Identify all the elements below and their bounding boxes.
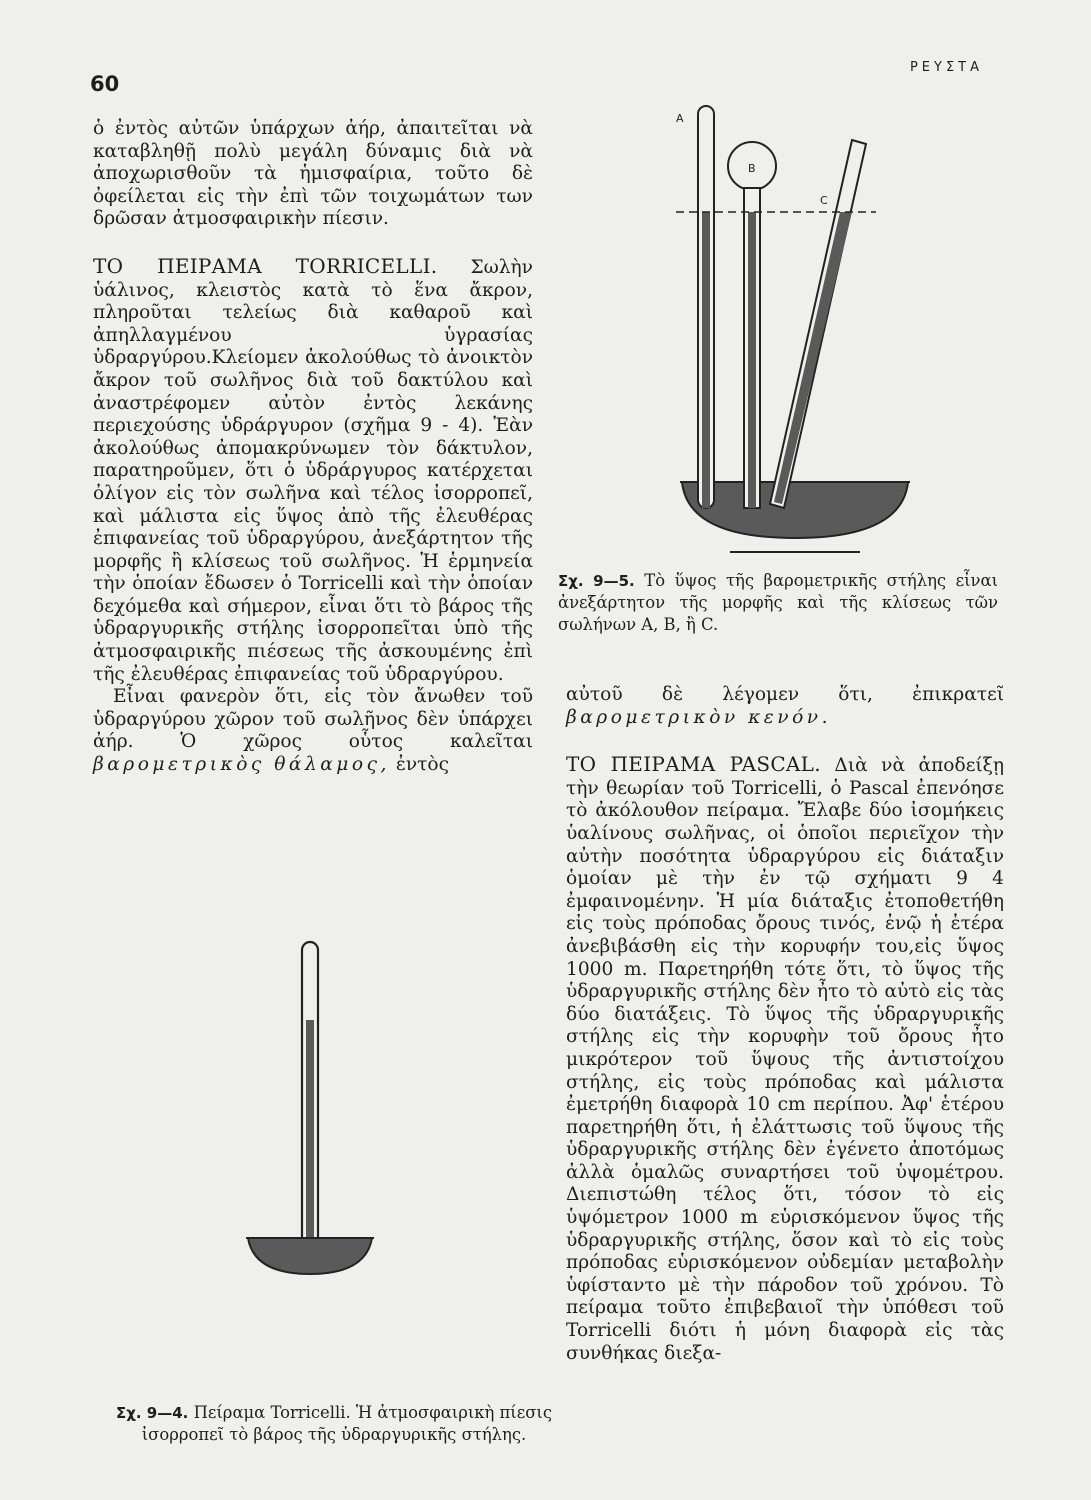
fig-9-4-caption-text: Πείραμα Torricelli. Ἡ ἀτμοσφαιρικὴ πίεσις ἰσορροπεῖ τὸ βάρος τῆς ὑδραργυρικῆς στήλης. [141,1403,553,1444]
intro-paragraph: ὁ ἐντὸς αὐτῶν ὑπάρχων ἀήρ, ἀπαιτεῖται νὰ καταβληθῇ πολὺ μεγάλη δύναμις διὰ νὰ ἀποχωρισθοῦν τὰ ἡμισφαίρια, τοῦτο δὲ ὀφείλεται εἰς τὴν ἐπὶ τῶν τοιχωμάτων των δρῶσαν ἀτμοσφαιρικὴν πίεσιν. [93,118,533,230]
fig-9-4-caption [114,1402,554,1446]
pascal-tubes-figure [670,100,920,560]
pascal-text: Διὰ νὰ ἀποδείξῃ τὴν θεωρίαν τοῦ Torricelli, ὁ Pascal ἐπενόησε τὸ ἀκόλουθον πείραμα. Ἔλαβε δύο ἰσομήκεις ὑαλίνους σωλῆνας, οἱ ὁποῖοι περιεῖχον τὴν αὐτὴν ποσότητα ὑδραργύρου εἰς διάταξιν ὁμοίαν μὲ τὴν ἐν τῷ σχήματι 9 4 ἐμφαινομένην. Ἡ μία διάταξις ἐτοποθετήθη εἰς τοὺς πρόποδας ὄρους τινός, ἐνῷ ἡ ἑτέρα ἀνεβιβάσθη εἰς τὴν κορυφήν του,εἰς ὕψος 1000 m. Παρετηρήθη τότε ὅτι, τὸ ὕψος τῆς ὑδραργυρικῆς στήλης δὲν ἦτο τὸ αὐτὸ εἰς τὰς δύο διατάξεις. Τὸ ὕψος τῆς ὑδραργυρικῆς στήλης εἰς τὴν κορυφὴν τοῦ ὄρους ἦτο μικρότερον τοῦ ὕψους τῆς ἀντιστοίχου στήλης, εἰς τοὺς πρόποδας καὶ μάλιστα ἐμετρήθη διαφορὰ 10 cm περίπου. Ἀφ' ἑτέρου παρετηρήθη ὅτι, ἡ ἐλάττωσις τοῦ ὕψους τῆς ὑδραργυρικῆς στήλης δὲν ἐγένετο ἀποτόμως ἀλλὰ ὁμαλῶς συναρτήσει τοῦ ὑψομέτρου. Διεπιστώθη τέλος ὅτι, τόσον τὸ εἰς ὑψόμετρον 1000 m εὑρισκόμενον ὕψος τῆς ὑδραργυρικῆς στήλης, ὅσον καὶ τὸ εἰς τοὺς πρόποδας εὑρισκόμενον οὐδεμίαν μεταβολὴν ὑφίσταντο μὲ τὴν πάροδον τοῦ χρόνου. Τὸ πείραμα τοῦτο ἐπιβεβαιοῖ τὴν ὑπόθεσι τοῦ Torricelli διότι ἡ μόνη διαφορὰ εἰς τὰς συνθήκας διεξα- [566,755,1004,1364]
fig-9-4-label: Σχ. 9—4. [115,1404,189,1422]
tube-c-mercury [774,212,852,504]
running-title: ΡΕΥΣΤΑ [909,60,983,75]
tube-a-label: A [676,112,684,125]
tube-b-label: B [748,162,756,175]
vacuum-paragraph [93,686,533,776]
fig-9-5-label: Σχ. 9—5. [558,572,635,590]
pascal-heading: ΤΟ ΠΕΙΡΑΜΑ PASCAL. [566,752,821,777]
vacuum-text-after: ἐντὸς [395,754,450,776]
page-number: 60 [90,72,120,96]
tube-c-label: C [820,194,828,207]
torricelli-section [93,255,533,686]
tube-b-mercury [748,212,756,508]
tube-a-mercury [702,212,710,508]
vacuum-text-before: Εἶναι φανερὸν ὅτι, εἰς τὸν ἄνωθεν τοῦ ὑδραργύρου χῶρον τοῦ σωλῆνος δὲν ὑπάρχει ἀήρ. Ὁ χῶρος οὗτος καλεῖται [93,686,533,753]
right-column [566,684,1004,1365]
vacuum-name: βαρομετρικὸν κενόν. [566,706,831,728]
fig-9-5-caption-text: Τὸ ὕψος τῆς βαρομετρικῆς στήλης εἶναι ἀνεξάρτητον τῆς μορφῆς καὶ τῆς κλίσεως τῶν σωλήνων A, B, ἢ C. [558,571,998,634]
torricelli-heading: ΤΟ ΠΕΙΡΑΜΑ TORRICELLI. [93,253,438,278]
pascal-section [566,753,1004,1365]
left-column [93,118,533,777]
pascal-dish [682,482,908,538]
vacuum-term: βαρομετρικὸς θάλαμος, [93,754,390,776]
torricelli-mercury-column [306,1020,314,1256]
torricelli-figure [240,938,380,1278]
vacuum-continuation [566,684,1004,729]
fig-9-5-caption [558,570,998,636]
torricelli-text: Σωλὴν ὑάλινος, κλειστὸς κατὰ τὸ ἕνα ἄκρον, πληροῦται τελείως διὰ καθαροῦ καὶ ἀπηλλαγμένου ὑγρασίας ὑδραργύρου.Κλείομεν ἀκολούθως τὸ ἀνοικτὸν ἄκρον τοῦ σωλῆνος διὰ τοῦ δακτύλου καὶ ἀναστρέφομεν αὐτὸν ἐντὸς λεκάνης περιεχούσης ὑδράργυρον (σχῆμα 9 - 4). Ἐὰν ἀκολούθως ἀπομακρύνωμεν τὸν δάκτυλον, παρατηροῦμεν, ὅτι ὁ ὑδράργυρος κατέρχεται ὀλίγον εἰς τὸν σωλῆνα καὶ τέλος ἰσορροπεῖ, καὶ μάλιστα εἰς ὕψος ἀπὸ τῆς ἐλευθέρας ἐπιφανείας τοῦ ὑδραργύρου, ἀνεξάρτητον τῆς μορφῆς ἢ κλίσεως τοῦ σωλῆνος. Ἡ ἑρμηνεία τὴν ὁποίαν ἔδωσεν ὁ Torricelli καὶ τὴν ὁποίαν δεχόμεθα καὶ σήμερον, εἶναι ὅτι τὸ βάρος τῆς ὑδραργυρικῆς στήλης ἰσορροπεῖται ὑπὸ τῆς ἀτμοσφαιρικῆς πιέσεως τῆς ἀσκουμένης ἐπὶ τῆς ἐλευθέρας ἐπιφανείας τοῦ ὑδραργύρου. [93,256,533,685]
continuation-text: αὐτοῦ δὲ λέγομεν ὅτι, ἐπικρατεῖ [566,684,1004,705]
torricelli-dish [248,1238,372,1274]
